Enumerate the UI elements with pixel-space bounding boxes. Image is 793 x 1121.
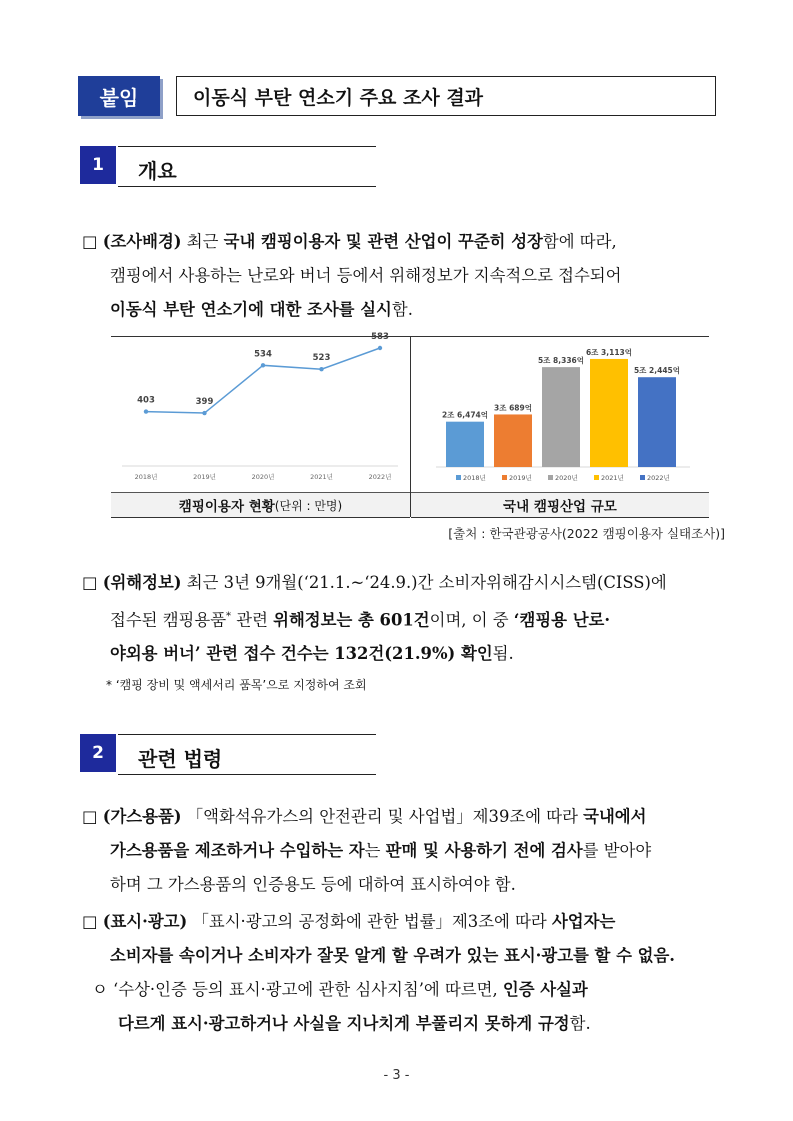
users-point-2018년 (144, 409, 148, 413)
users-data-label: 399 (195, 397, 214, 408)
legend-label: 2022년 (647, 474, 670, 482)
line-x-tick-label: 2019년 (193, 473, 216, 481)
section1-top-line (118, 146, 376, 147)
charts-divider (410, 336, 411, 517)
legend-swatch-2019년 (502, 475, 507, 480)
page-number: - 3 - (383, 1068, 410, 1083)
source-citation: [출처 : 한국관광공사(2022 캠핑이용자 실태조사)] (448, 526, 725, 541)
section2-title: 관련 법령 (138, 747, 223, 771)
section2-bottom-line (118, 774, 376, 775)
users-data-label: 534 (254, 349, 272, 360)
industry-bar-2022년 (638, 377, 676, 467)
camping-industry-bar-chart (414, 338, 708, 492)
paragraph-survey-background: □ (조사배경) 최근 국내 캠핑이용자 및 관련 산업이 꾸준히 성장함에 따라, 캠핑에서 사용하는 난로와 버너 등에서 위해정보가 지속적으로 접수되어 이동식 부탄 연소기에 대한 조사를 실시함. (82, 232, 622, 319)
line-x-tick-label: 2022년 (368, 473, 392, 481)
section1-bottom-line (118, 186, 376, 187)
checkbox-glyph: □ (82, 232, 98, 251)
industry-data-label: 3조 689억 (494, 403, 532, 413)
industry-data-label: 2조 6,474억 (441, 410, 489, 420)
users-data-label: 523 (312, 353, 331, 364)
section2-top-line (118, 734, 376, 735)
bullet-glyph: ㅇ (92, 980, 108, 999)
users-point-2019년 (202, 411, 206, 415)
camping-users-line-chart (112, 332, 408, 492)
legend-swatch-2020년 (548, 475, 553, 480)
line-chart-caption: 캠핑이용자 현황 (단위 : 만명) (111, 492, 410, 518)
paragraph-labeling-advertising: □ (표시·광고) 「표시·광고의 공정화에 관한 법률」제3조에 따라 사업자는 소비자를 속이거나 소비자가 잘못 알게 할 우려가 있는 표시·광고를 할 수 없음. (82, 912, 676, 965)
paragraph-hazard-info: □ (위해정보) 최근 3년 9개월(‘21.1.~‘24.9.)간 소비자위해감시시스템(CISS)에 접수된 캠핑용품* 관련 위해정보는 총 601건이며, 이 중 ‘캠핑용 난로· 야외용 버너’ 관련 접수 건수는 132건(21.9%) 확인됨. (82, 573, 667, 664)
legend-swatch-2021년 (594, 475, 599, 480)
users-data-label: 583 (371, 332, 389, 343)
footnote: * ‘캠핑 장비 및 액세서리 품목’으로 지정하여 조회 (106, 678, 367, 692)
paragraph-gas-products: □ (가스용품) 「액화석유가스의 안전관리 및 사업법」제39조에 따라 국내에서 가스용품을 제조하거나 수입하는 자는 판매 및 사용하기 전에 검사를 받아야 하며 그 가스용품의 인증용도 등에 대하여 표시하여야 함. (82, 807, 652, 894)
legend-label: 2020년 (555, 474, 578, 482)
legend-label: 2018년 (463, 474, 486, 482)
bar-chart-caption: 국내 캠핑산업 규모 (411, 492, 709, 518)
line-x-tick-label: 2021년 (310, 473, 333, 481)
users-point-2022년 (378, 346, 382, 350)
legend-label: 2021년 (601, 474, 624, 482)
legend-swatch-2022년 (640, 475, 645, 480)
industry-data-label: 6조 3,113억 (585, 347, 633, 357)
legend-swatch-2018년 (456, 475, 461, 480)
industry-bar-2019년 (494, 414, 532, 467)
industry-bar-2021년 (590, 359, 628, 467)
section2-number: 2 (80, 734, 116, 772)
checkbox-glyph: □ (82, 912, 98, 931)
section1-title: 개요 (138, 159, 177, 183)
industry-bar-2020년 (542, 367, 580, 467)
legend-label: 2019년 (509, 474, 532, 482)
attachment-tag: 붙임 (78, 76, 160, 116)
line-x-tick-label: 2018년 (134, 473, 158, 481)
paragraph-review-guidelines: ㅇ ‘수상·인증 등의 표시·광고에 관한 심사지침’에 따르면, 인증 사실과 다르게 표시·광고하거나 사실을 지나치게 부풀리지 못하게 규정함. (92, 980, 591, 1033)
section1-number: 1 (80, 146, 116, 184)
checkbox-glyph: □ (82, 807, 98, 826)
industry-data-label: 5조 2,445억 (633, 366, 681, 376)
line-x-tick-label: 2020년 (251, 473, 275, 481)
users-data-label: 403 (137, 395, 155, 406)
industry-data-label: 5조 8,336억 (537, 356, 585, 366)
checkbox-glyph: □ (82, 573, 98, 592)
industry-bar-2018년 (446, 422, 484, 467)
document-title: 이동식 부탄 연소기 주요 조사 결과 (176, 76, 716, 116)
users-point-2020년 (261, 363, 265, 367)
users-point-2021년 (319, 367, 323, 371)
